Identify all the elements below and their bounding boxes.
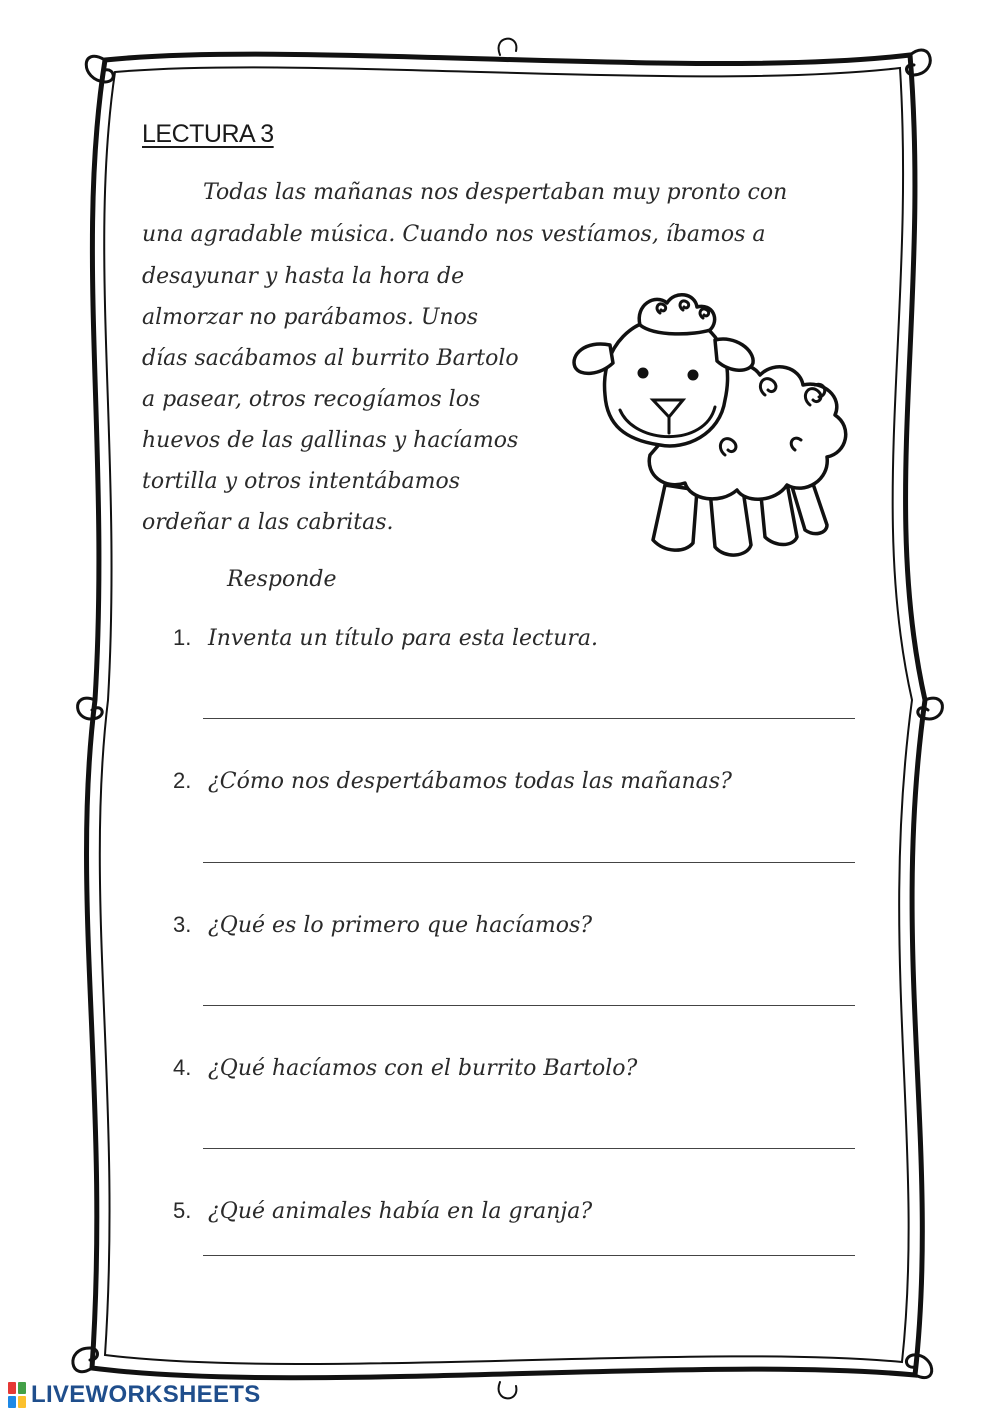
- answer-line-3[interactable]: [203, 1005, 855, 1006]
- logo-square: [18, 1396, 26, 1408]
- reading-line: a pasear, otros recogíamos los: [142, 387, 481, 412]
- liveworksheets-logo[interactable]: [8, 1380, 261, 1410]
- question-5: [173, 1198, 592, 1224]
- question-3: [173, 912, 592, 938]
- question-4: [173, 1055, 637, 1081]
- logo-square: [8, 1396, 16, 1408]
- question-text: ¿Qué hacíamos con el burrito Bartolo?: [208, 1056, 638, 1081]
- reading-line: almorzar no parábamos. Unos: [142, 305, 479, 330]
- answer-line-5[interactable]: [203, 1255, 855, 1256]
- logo-icon: [8, 1382, 26, 1408]
- reading-line: huevos de las gallinas y hacíamos: [142, 428, 519, 453]
- question-text: ¿Cómo nos despertábamos todas las mañanas?: [208, 769, 732, 794]
- logo-square: [8, 1382, 16, 1394]
- reading-line: días sacábamos al burrito Bartolo: [142, 346, 519, 371]
- question-number: 5.: [173, 1198, 192, 1223]
- responde-label: Responde: [227, 567, 337, 592]
- question-number: 1.: [173, 625, 192, 650]
- answer-line-4[interactable]: [203, 1148, 855, 1149]
- reading-line: una agradable música. Cuando nos vestíamos, íbamos a: [142, 222, 766, 247]
- reading-line: Todas las mañanas nos despertaban muy pronto con: [203, 180, 788, 205]
- question-number: 4.: [173, 1055, 192, 1080]
- question-text: ¿Qué es lo primero que hacíamos?: [208, 913, 593, 938]
- question-2: [173, 768, 732, 794]
- answer-line-2[interactable]: [203, 862, 855, 863]
- sheep-illustration: [565, 285, 860, 575]
- answer-line-1[interactable]: [203, 718, 855, 719]
- worksheet-title: LECTURA 3: [142, 120, 274, 148]
- reading-line: tortilla y otros intentábamos: [142, 469, 461, 494]
- question-number: 3.: [173, 912, 192, 937]
- question-text: Inventa un título para esta lectura.: [208, 626, 599, 651]
- reading-line: ordeñar a las cabritas.: [142, 510, 394, 535]
- logo-square: [18, 1382, 26, 1394]
- question-1: [173, 625, 598, 651]
- logo-text: LIVEWORKSHEETS: [31, 1381, 261, 1408]
- reading-line: desayunar y hasta la hora de: [142, 264, 465, 289]
- question-text: ¿Qué animales había en la granja?: [208, 1199, 593, 1224]
- question-number: 2.: [173, 768, 192, 793]
